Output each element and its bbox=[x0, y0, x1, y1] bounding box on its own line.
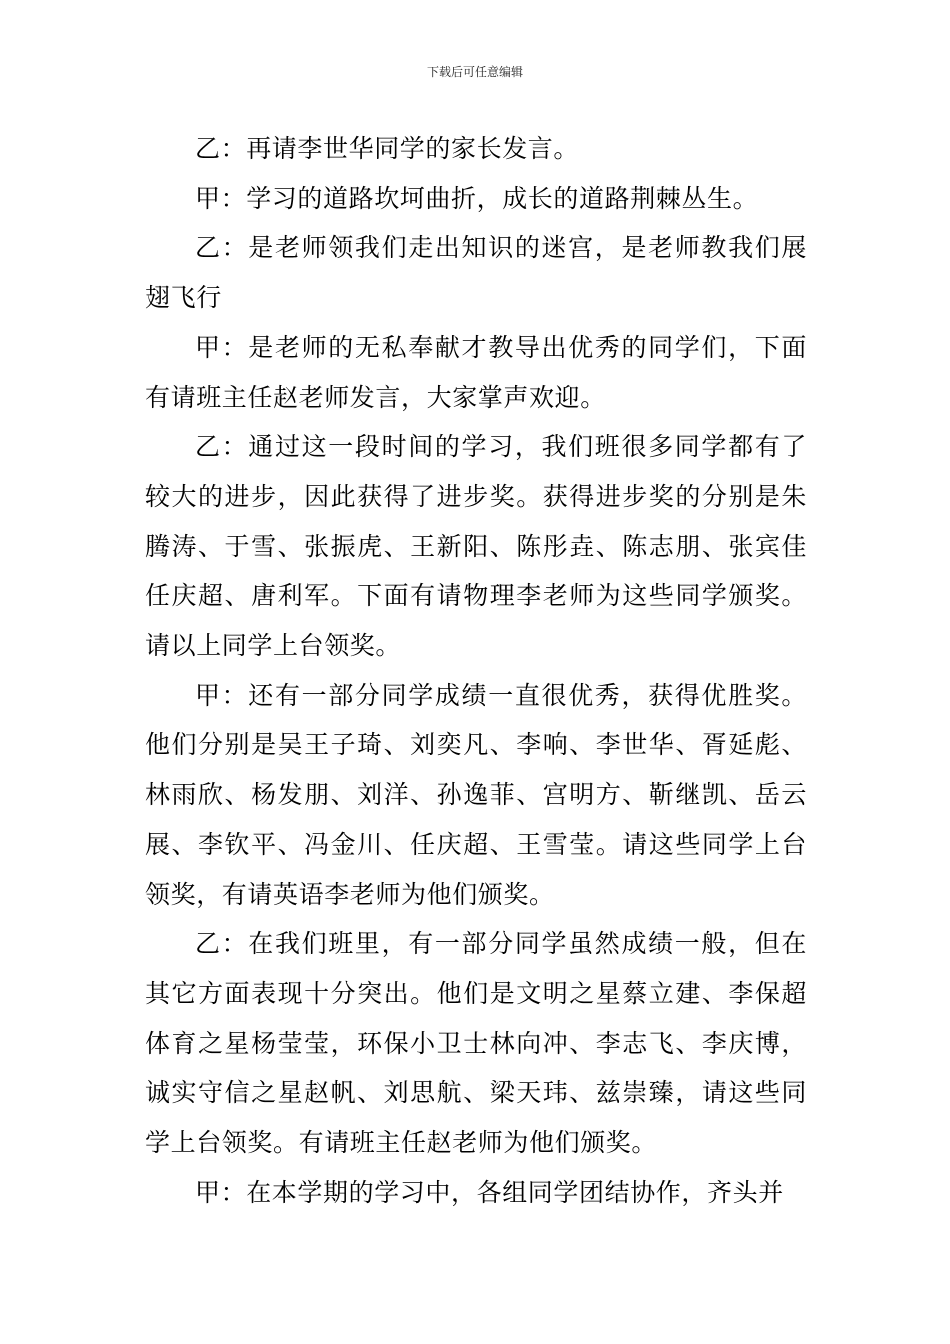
document-body bbox=[145, 124, 807, 1217]
paragraph: 甲：在本学期的学习中，各组同学团结协作，齐头并 bbox=[195, 1177, 784, 1207]
paragraph: 乙：通过这一段时间的学习，我们班很多同学都有了较大的进步，因此获得了进步奖。获得进步奖的分别是朱腾涛、于雪、张振虎、王新阳、陈彤垚、陈志朋、张宾佳任庆超、唐利军。下面有请物理李老师为这些同学颁奖。请以上同学上台领奖。 bbox=[145, 432, 807, 661]
paragraph: 甲：学习的道路坎坷曲折，成长的道路荆棘丛生。 bbox=[195, 183, 759, 213]
paragraph: 甲：是老师的无私奉献才教导出优秀的同学们，下面有请班主任赵老师发言，大家掌声欢迎。 bbox=[145, 332, 807, 412]
paragraph: 乙：在我们班里，有一部分同学虽然成绩一般，但在其它方面表现十分突出。他们是文明之星蔡立建、李保超体育之星杨莹莹，环保小卫士林向冲、李志飞、李庆博，诚实守信之星赵帆、刘思航、梁天玮、兹崇臻，请这些同学上台领奖。有请班主任赵老师为他们颁奖。 bbox=[145, 929, 807, 1158]
paragraph: 乙：再请李世华同学的家长发言。 bbox=[195, 134, 580, 163]
paragraph: 甲：还有一部分同学成绩一直很优秀，获得优胜奖。他们分别是吴王子琦、刘奕凡、李响、李世华、胥延彪、林雨欣、杨发朋、刘洋、孙逸菲、宫明方、靳继凯、岳云展、李钦平、冯金川、任庆超、王雪莹。请这些同学上台领奖，有请英语李老师为他们颁奖。 bbox=[145, 680, 807, 909]
page-header: 下载后可任意编辑 bbox=[426, 65, 523, 79]
paragraph: 乙：是老师领我们走出知识的迷宫，是老师教我们展翅飞行 bbox=[145, 233, 807, 313]
